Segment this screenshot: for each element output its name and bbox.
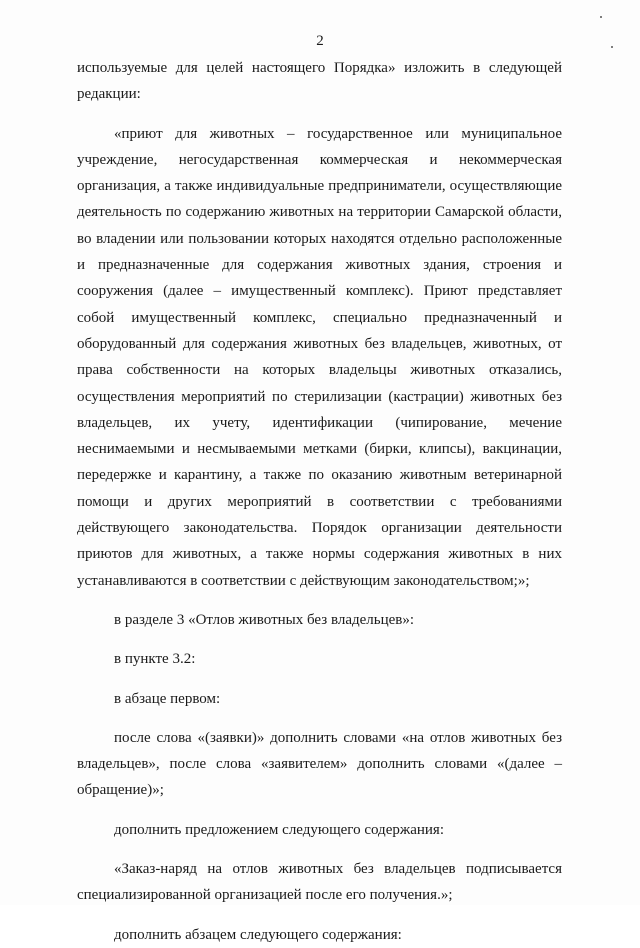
page-number: 2 [316, 33, 324, 49]
document-body [77, 55, 562, 948]
scan-speck [611, 46, 613, 48]
paragraph-section-3: в разделе 3 «Отлов животных без владельцев»: [114, 611, 415, 628]
paragraph-work-order: «Заказ-наряд на отлов животных без владельцев подписывается специализированной организацией после его получения.»; [77, 861, 562, 904]
scan-speck [600, 16, 602, 18]
paragraph-clause-3-2: в пункте 3.2: [114, 651, 196, 668]
paragraph-after-word: после слова «(заявки)» дополнить словами «на отлов животных без владельцев», после слова «заявителем» дополнить словами «(далее – обращение)»; [77, 729, 562, 799]
paragraph-add-subparagraph: дополнить абзацем следующего содержания: [114, 926, 402, 943]
paragraph-shelter-definition: «приют для животных – государственное или муниципальное учреждение, негосударственная коммерческая и некоммерческая организация, а также индивидуальные предприниматели, осуществляющие деятельность по содержанию животных на территории Самарской области, во владении или пользовании которых находятся отдельно расположенные и предназначенные для содержания животных здания, строения и сооружения (далее – имущественный комплекс). Приют представляет собой имущественный комплекс, специально предназначенный и оборудованный для содержания животных без владельцев, животных, от права собственности на которых владельцы животных отказались, осуществления мероприятий по стерилизации (кастрации) животных без владельцев, их учету, идентификации (чипирование, мечение неснимаемыми и несмываемыми метками (бирки, клипсы), вакцинации, передержке и карантину, а также по оказанию животным ветеринарной помощи и других мероприятий в соответствии с требованиями действующего законодательства. Порядок организации деятельности приютов для животных, а также нормы содержания животных в них устанавливаются в соответствии с действующим законодательством;»; [77, 125, 562, 589]
paragraph-continuation: используемые для целей настоящего Порядка» изложить в следующей редакции: [77, 60, 562, 103]
paragraph-add-sentence: дополнить предложением следующего содержания: [114, 821, 444, 838]
paragraph-first-subparagraph: в абзаце первом: [114, 690, 221, 707]
